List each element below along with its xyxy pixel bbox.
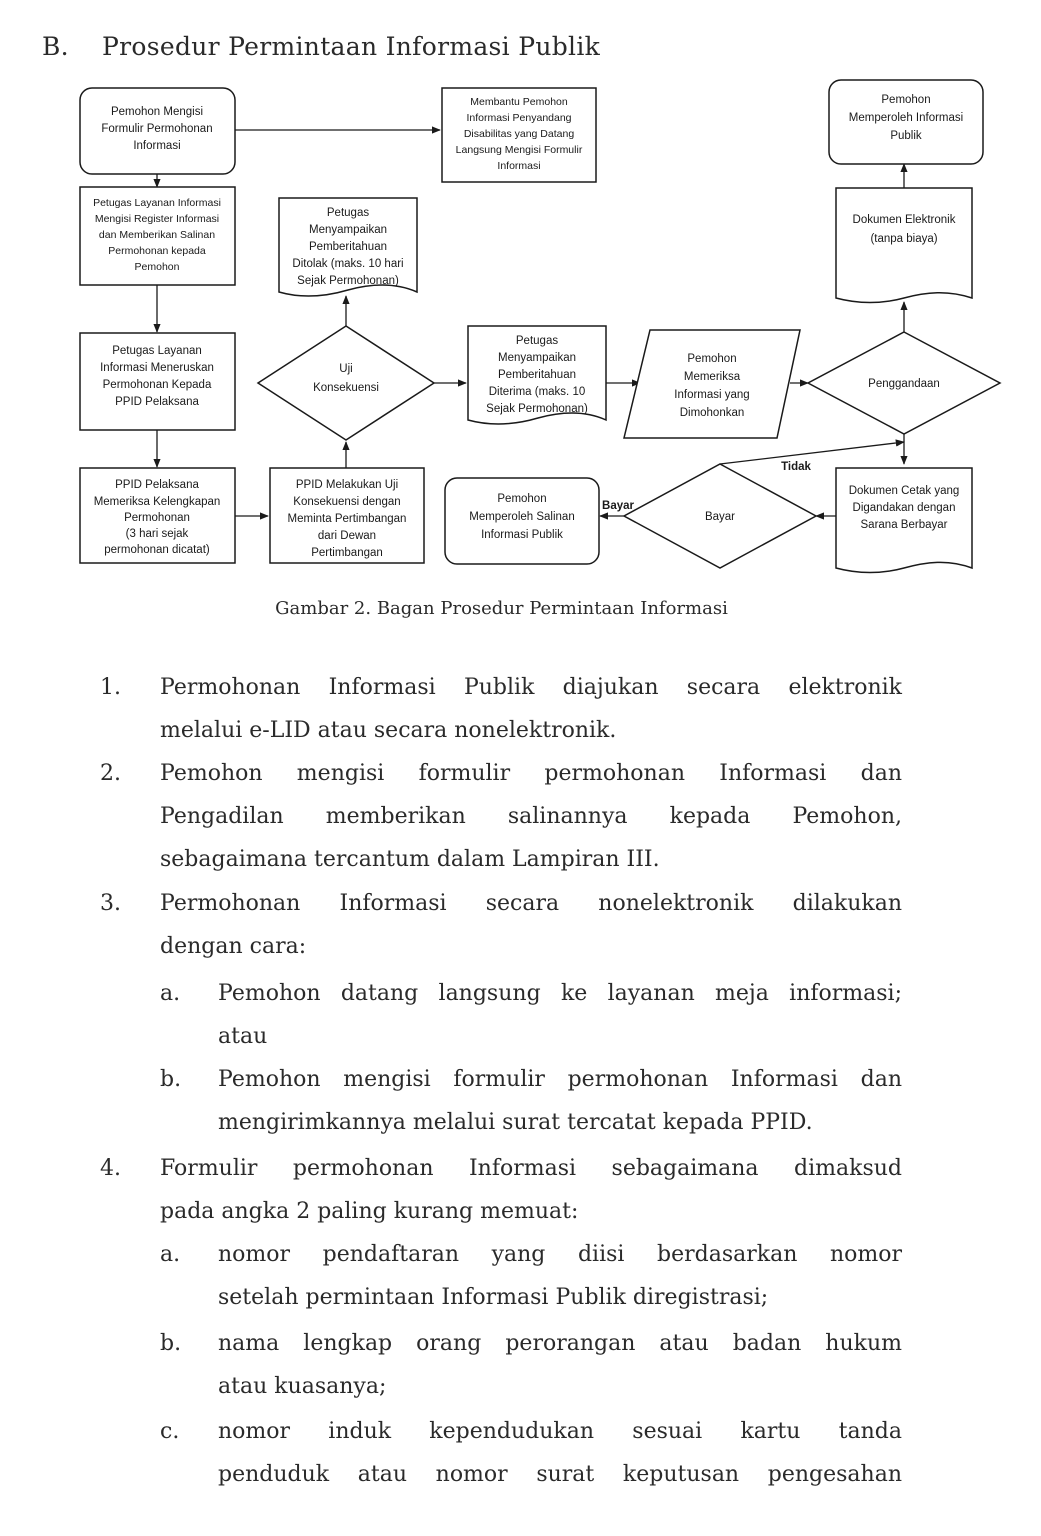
- node-text-n3: Pemohon Memperoleh Informasi Publik: [848, 94, 964, 142]
- node-shape-n6: [836, 188, 972, 303]
- list-marker: b.: [160, 1067, 182, 1092]
- list-line: nomor induk kependudukan sesuai kartu tanda: [218, 1419, 902, 1444]
- list-line: melalui e-LID atau secara nonelektronik.: [160, 718, 617, 743]
- list-line: penduduk atau nomor surat keputusan pengesahan: [218, 1462, 902, 1487]
- list-line: nama lengkap orang perorangan atau badan hukum: [218, 1331, 902, 1356]
- list-marker: 3.: [100, 891, 121, 916]
- list-line: Pemohon mengisi formulir permohonan Informasi dan: [218, 1067, 902, 1092]
- node-text-n15: Bayar: [704, 511, 736, 523]
- list-marker: b.: [160, 1331, 182, 1356]
- list-line: atau: [218, 1024, 268, 1049]
- node-text-n10: Pemohon Memeriksa Informasi yang Dimohonkan: [674, 353, 750, 419]
- edge-label-bayar: Bayar: [602, 500, 634, 512]
- list-marker: a.: [160, 981, 181, 1006]
- list-line: dengan cara:: [160, 934, 307, 959]
- edge-n15-n11: [720, 442, 904, 464]
- list-line: Formulir permohonan Informasi sebagaimana dimaksud: [160, 1156, 902, 1181]
- list-marker: c.: [160, 1419, 180, 1444]
- list-line: nomor pendaftaran yang diisi berdasarkan nomor: [218, 1242, 902, 1267]
- list-line: atau kuasanya;: [218, 1374, 387, 1399]
- node-text-n2: Membantu Pemohon Informasi Penyandang Disabilitas yang Datang Langsung Mengisi Formulir Informasi: [455, 96, 583, 172]
- section-number: B.: [42, 32, 69, 61]
- list-line: sebagaimana tercantum dalam Lampiran III.: [160, 847, 660, 872]
- list-marker: a.: [160, 1242, 181, 1267]
- node-text-n6: Dokumen Elektronik (tanpa biaya): [852, 214, 956, 245]
- list-marker: 1.: [100, 675, 121, 700]
- list-line: pada angka 2 paling kurang memuat:: [160, 1199, 579, 1224]
- node-text-n4: Petugas Layanan Informasi Mengisi Register Informasi dan Memberikan Salinan Permohonan kepada Pemohon: [93, 197, 221, 273]
- node-text-n12: PPID Pelaksana Memeriksa Kelengkapan Permohonan (3 hari sejak permohonan dicatat): [93, 479, 221, 556]
- list-line: Permohonan Informasi Publik diajukan secara elektronik: [160, 675, 902, 700]
- node-text-n7: Petugas Layanan Informasi Meneruskan Permohonan Kepada PPID Pelaksana: [100, 345, 214, 408]
- list-line: Pengadilan memberikan salinannya kepada Pemohon,: [160, 804, 902, 829]
- node-text-n13: PPID Melakukan Uji Konsekuensi dengan Meminta Pertimbangan dari Dewan Pertimbangan: [287, 479, 407, 559]
- flow-edges: [157, 130, 904, 516]
- node-text-n8: Uji Konsekuensi: [313, 363, 379, 394]
- node-text-n5: Petugas Menyampaikan Pemberitahuan Ditolak (maks. 10 hari Sejak Permohonan): [292, 207, 404, 287]
- list-line: setelah permintaan Informasi Publik diregistrasi;: [218, 1285, 769, 1310]
- node-text-n16: Dokumen Cetak yang Digandakan dengan Sarana Berbayar: [848, 485, 960, 531]
- node-text-n9: Petugas Menyampaikan Pemberitahuan Diterima (maks. 10 Sejak Permohonan): [486, 335, 588, 415]
- figure-caption: Gambar 2. Bagan Prosedur Permintaan Informasi: [275, 598, 728, 619]
- list-marker: 4.: [100, 1156, 121, 1181]
- edge-label-tidak: Tidak: [781, 461, 811, 473]
- node-text-n14: Pemohon Memperoleh Salinan Informasi Publik: [469, 493, 575, 541]
- list-line: Permohonan Informasi secara nonelektronik dilakukan: [160, 891, 902, 916]
- list-line: Pemohon mengisi formulir permohonan Informasi dan: [160, 761, 902, 786]
- node-text-n1: Pemohon Mengisi Formulir Permohonan Informasi: [101, 106, 213, 152]
- list-line: mengirimkannya melalui surat tercatat kepada PPID.: [218, 1110, 813, 1135]
- procedure-flowchart: [0, 70, 1041, 580]
- node-shape-n10: [624, 330, 800, 438]
- list-line: Pemohon datang langsung ke layanan meja informasi;: [218, 981, 902, 1006]
- section-title: Prosedur Permintaan Informasi Publik: [102, 32, 601, 61]
- list-marker: 2.: [100, 761, 121, 786]
- node-text-n11: Penggandaan: [868, 378, 940, 390]
